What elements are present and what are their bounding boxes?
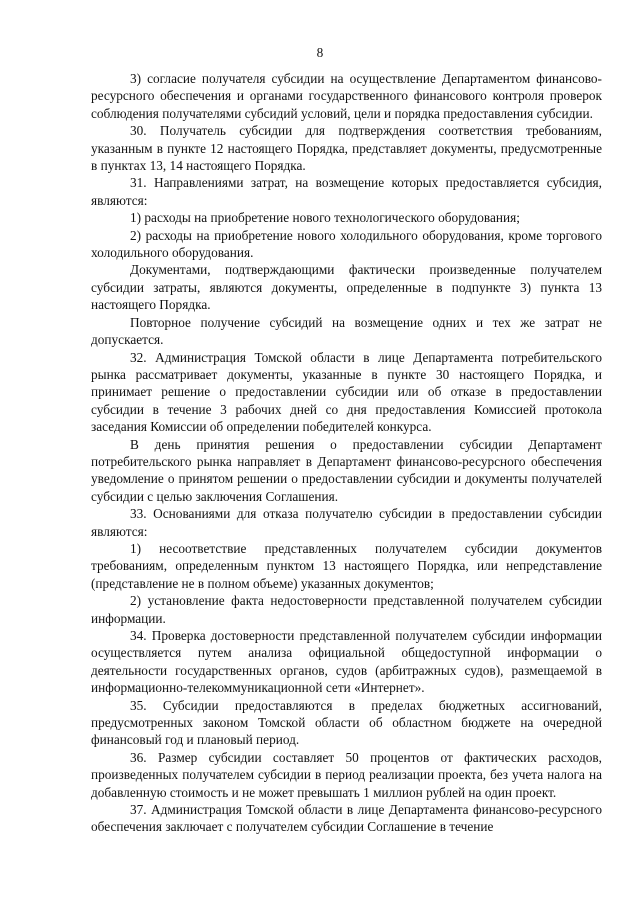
- paragraph-31-documents: Документами, подтверждающими фактически произведенные получателем субсидии затраты, являются документы, определенные в подпункте 3) пункта 13 настоящего Порядка.: [91, 262, 602, 313]
- paragraph-3-consent: 3) согласие получателя субсидии на осуществление Департаментом финансово-ресурсного обеспечения и органами государственного финансового контроля проверок соблюдения получателями субсидий условий, цели и порядка предоставления субсидии.: [91, 71, 602, 121]
- paragraph-33: 33. Основаниями для отказа получателю субсидии в предоставлении субсидии являются:: [91, 506, 602, 539]
- paragraph-31-item-2: 2) расходы на приобретение нового холодильного оборудования, кроме торгового холодильного оборудования.: [91, 227, 602, 261]
- paragraph-31: 31. Направлениями затрат, на возмещение которых предоставляется субсидия, являются:: [91, 175, 602, 208]
- paragraph-32: 32. Администрация Томской области в лице Департамента потребительского рынка рассматривает документы, указанные в пункте 30 настоящего Порядка, и принимает решение о предоставлении субсидии или об отказе в предоставлении субсидии в течение 3 рабочих дней со дня предоставления Комиссией протокола заседания Комиссии об определении победителей конкурса.: [91, 349, 602, 435]
- document-body: [91, 70, 602, 836]
- paragraph-32-notification: В день принятия решения о предоставлении субсидии Департамент потребительского рынка направляет в Департамент финансово-ресурсного обеспечения уведомление о принятом решении о предоставлении субсидии и документы получателей субсидии с целью заключения Соглашения.: [91, 436, 602, 504]
- paragraph-31-repeat: Повторное получение субсидий на возмещение одних и тех же затрат не допускается.: [91, 314, 602, 348]
- paragraph-33-item-1: 1) несоответствие представленных получателем субсидии документов требованиям, определенным пунктом 13 настоящего Порядка, или непредставление (представление не в полном объеме) указанных документов;: [91, 540, 602, 591]
- paragraph-34: 34. Проверка достоверности представленной получателем субсидии информации осуществляется путем анализа официальной общедоступной информации о деятельности государственных органов, судов (арбитражных судов), размещаемой в информационно-телекоммуникационной сети «Интернет».: [91, 628, 602, 696]
- paragraph-37: 37. Администрация Томской области в лице Департамента финансово-ресурсного обеспечения заключает с получателем субсидии Соглашение в течение: [91, 802, 602, 835]
- paragraph-33-item-2: 2) установление факта недостоверности представленной получателем субсидии информации.: [91, 593, 602, 626]
- paragraph-31-item-1: 1) расходы на приобретение нового технологического оборудования;: [130, 210, 520, 226]
- page-number: 8: [316, 45, 324, 60]
- paragraph-35: 35. Субсидии предоставляются в пределах бюджетных ассигнований, предусмотренных законом Томской области об областном бюджете на очередной финансовый год и плановый период.: [91, 697, 602, 748]
- paragraph-36: 36. Размер субсидии составляет 50 процентов от фактических расходов, произведенных получателем субсидии в период реализации проекта, без учета налога на добавленную стоимость и не может превышать 1 миллион рублей на один проект.: [91, 749, 602, 800]
- paragraph-30: 30. Получатель субсидии для подтверждения соответствия требованиям, указанным в пункте 12 настоящего Порядка, представляет документы, предусмотренные в пунктах 13, 14 настоящего Порядка.: [91, 123, 602, 174]
